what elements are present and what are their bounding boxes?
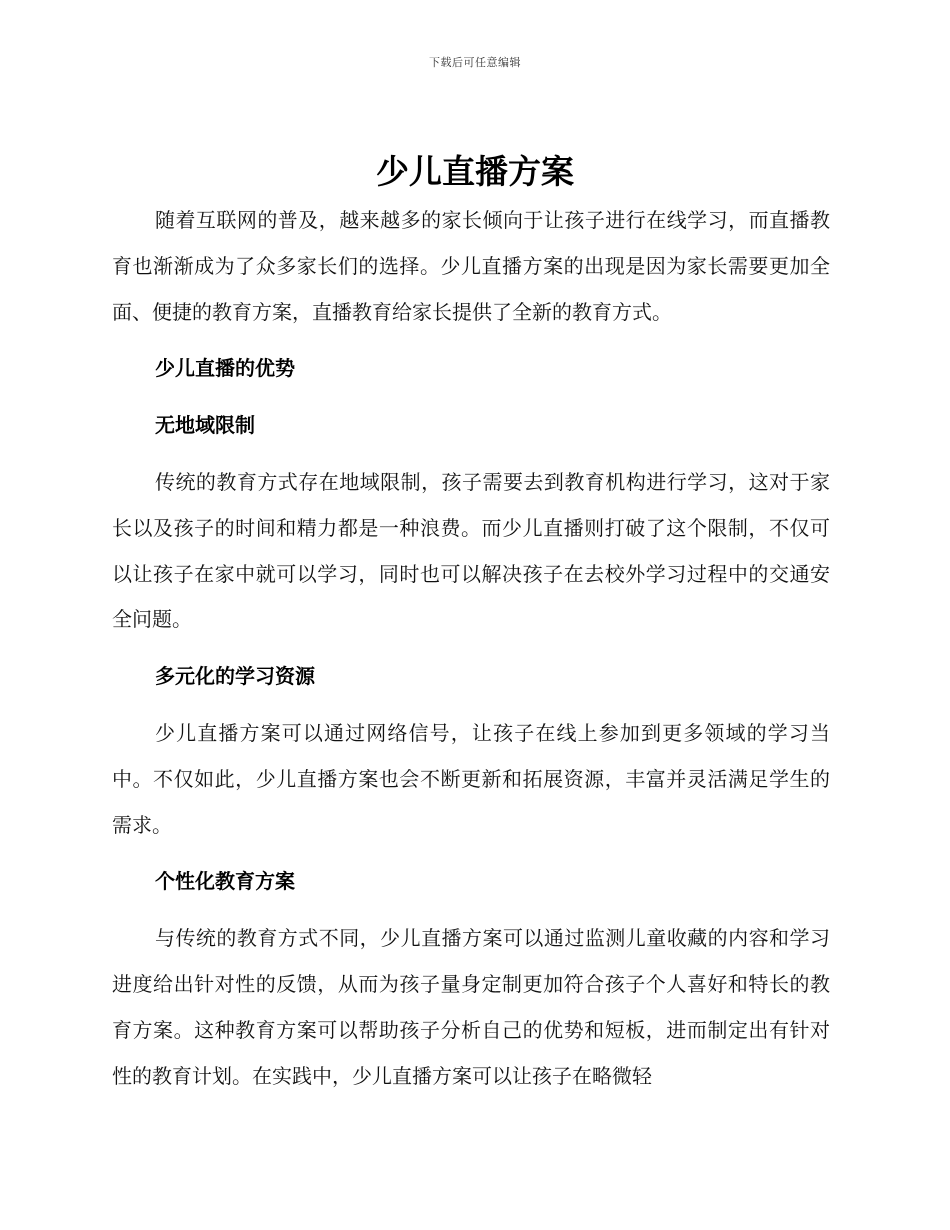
no-region-paragraph: 传统的教育方式存在地域限制，孩子需要去到教育机构进行学习，这对于家长以及孩子的时间和精力都是一种浪费。而少儿直播则打破了这个限制，不仅可以让孩子在家中就可以学习，同时也可以解决孩子在去校外学习过程中的交通安全问题。 xyxy=(112,469,830,632)
advantages-heading: 少儿直播的优势 xyxy=(155,356,295,381)
header-note: 下载后可任意编辑 xyxy=(429,56,521,69)
personalized-paragraph: 与传统的教育方式不同，少儿直播方案可以通过监测儿童收藏的内容和学习进度给出针对性的反馈，从而为孩子量身定制更加符合孩子个人喜好和特长的教育方案。这种教育方案可以帮助孩子分析自己的优势和短板，进而制定出有针对性的教育计划。在实践中，少儿直播方案可以让孩子在略微轻 xyxy=(112,926,830,1088)
intro-paragraph: 随着互联网的普及，越来越多的家长倾向于让孩子进行在线学习，而直播教育也渐渐成为了众多家长们的选择。少儿直播方案的出现是因为家长需要更加全面、便捷的教育方案，直播教育给家长提供了全新的教育方式。 xyxy=(112,208,830,324)
resources-paragraph: 少儿直播方案可以通过网络信号，让孩子在线上参加到更多领域的学习当中。不仅如此，少儿直播方案也会不断更新和拓展资源，丰富并灵活满足学生的需求。 xyxy=(112,720,830,837)
no-region-heading: 无地域限制 xyxy=(155,413,255,438)
personalized-heading: 个性化教育方案 xyxy=(155,869,295,894)
resources-heading: 多元化的学习资源 xyxy=(155,664,315,689)
document-body xyxy=(112,198,830,1099)
document-title: 少儿直播方案 xyxy=(376,152,574,191)
